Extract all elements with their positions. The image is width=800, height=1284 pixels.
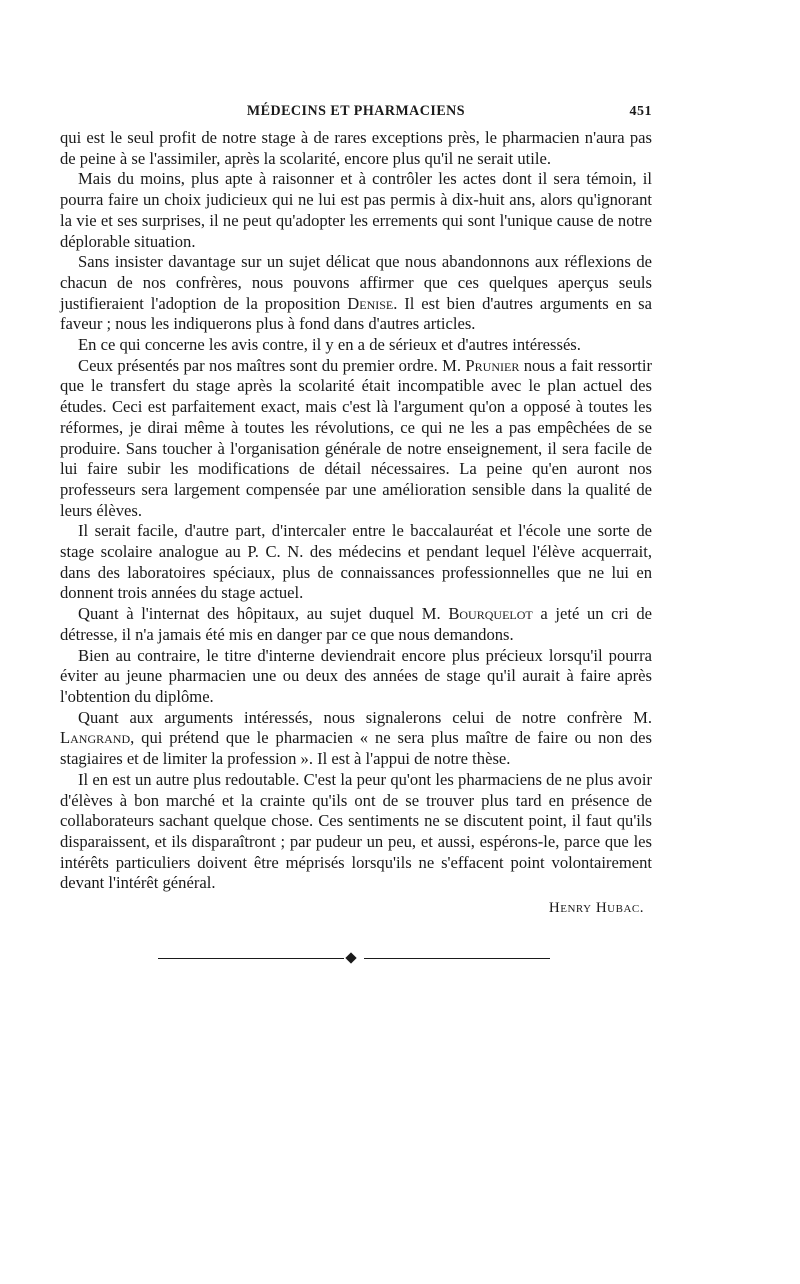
diamond-ornament-icon [345, 952, 356, 963]
page-number: 451 [629, 104, 652, 119]
article-body [60, 128, 652, 894]
paragraph: Bien au contraire, le titre d'interne deviendrait encore plus précieux lorsqu'il pourra éviter au jeune pharmacien une ou deux des années de stage qu'il aurait à faire après l'obtention du diplôme. [60, 645, 652, 706]
paragraph: Quant aux arguments intéressés, nous signalerons celui de notre confrère M. Langrand, qui prétend que le pharmacien « ne sera plus maître de faire ou non des stagiaires et de limiter la profession ». Il est à l'appui de notre thèse. [60, 707, 652, 769]
paragraph: qui est le seul profit de notre stage à de rares exceptions près, le pharmacien n'aura pas de peine à se l'assimiler, après la scolarité, encore plus qu'il ne serait utile. [60, 128, 652, 168]
paragraph: Sans insister davantage sur un sujet délicat que nous abandonnons aux réflexions de chacun de nos confrères, nous pouvons affirmer que ces quelques aperçus seuls justifieraient l'adoption de la proposition Denise. Il est bien d'autres arguments en sa faveur ; nous les indiquerons plus à fond dans d'autres articles. [60, 252, 652, 334]
paragraph: Il serait facile, d'autre part, d'intercaler entre le baccalauréat et l'école une sorte de stage scolaire analogue au P. C. N. des médecins et pendant lequel l'élève acquerrait, dans des laboratoires spéciaux, plus de connaissances professionnelles que ne lui en donnent trois années du stage actuel. [60, 521, 652, 603]
running-header [60, 104, 652, 128]
person-name: Denise [347, 293, 394, 313]
paragraph: En ce qui concerne les avis contre, il y en a de sérieux et d'autres intéressés. [78, 335, 581, 355]
person-name: Langrand [60, 728, 131, 748]
paragraph: Il en est un autre plus redoutable. C'est la peur qu'ont les pharmaciens de ne plus avoir d'élèves à bon marché et la crainte qu'ils ont de se trouver plus tard en présence de collaborateurs sachant quelque chose. Ces sentiments ne se discutent point, il faut qu'ils disparaissent, et ils disparaîtront ; par pudeur un peu, et aussi, espérons-le, parce que les intérêts particuliers doivent être méprisés lorsqu'ils ne s'effacent point volontairement devant l'intérêt général. [60, 769, 652, 893]
paragraph: Mais du moins, plus apte à raisonner et à contrôler les actes dont il sera témoin, il pourra faire un choix judicieux qui ne lui est pas permis à dix-huit ans, alors qu'ignorant la vie et ses surprises, il ne peut qu'adopter les errements qui sont l'unique cause de notre déplorable situation. [60, 169, 652, 251]
running-title: MÉDECINS ET PHARMACIENS [246, 103, 466, 120]
divider-line-left [158, 958, 344, 959]
person-name: Prunier [465, 355, 520, 375]
divider-line-right [364, 958, 550, 959]
paragraph: Quant à l'internat des hôpitaux, au sujet duquel M. Bourquelot a jeté un cri de détresse, il n'a jamais été mis en danger par ce que nous demandons. [60, 604, 652, 644]
person-name: Bourquelot [448, 604, 533, 624]
page [60, 104, 652, 965]
author-signature: Henry Hubac. [548, 900, 644, 917]
paragraph: Ceux présentés par nos maîtres sont du premier ordre. M. Prunier nous a fait ressortir que le transfert du stage après la scolarité était incompatible avec le plan actuel des études. Ceci est parfaitement exact, mais c'est là l'argument qu'on a opposé à toutes les réformes, je dirai même à toutes les révolutions, ce qui ne les a pas empêchées de se produire. Sans toucher à l'organisation générale de notre enseignement, il sera facile de lui faire subir les modifications de détail nécessaires. La peine qu'en auront nos professeurs sera largement compensée par une amélioration sensible dans la qualité de leurs élèves. [60, 355, 652, 520]
section-divider [158, 953, 550, 965]
